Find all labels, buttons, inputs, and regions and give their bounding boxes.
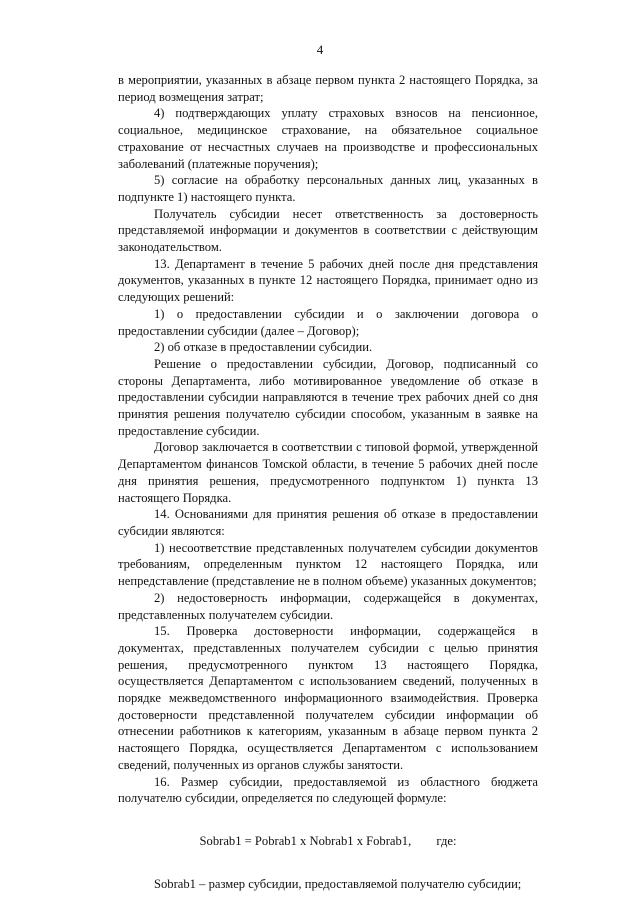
formula-expression: Sobrab1 = Pobrab1 x Nobrab1 x Fobrab1, xyxy=(199,833,412,848)
paragraph: 2) недостоверность информации, содержащейся в документах, представленных получателем субсидии. xyxy=(118,590,538,622)
page-number: 4 xyxy=(316,42,324,57)
paragraph-list xyxy=(118,72,538,807)
paragraph: Решение о предоставлении субсидии, Договор, подписанный со стороны Департамента, либо мотивированное уведомление об отказе в предоставлении субсидии направляются в течение трех рабочих дней со дня принятия решения получателю субсидии способом, указанным в заявке на предоставление субсидии. xyxy=(118,356,538,438)
paragraph: в мероприятии, указанных в абзаце первом пункта 2 настоящего Порядка, за период возмещения затрат; xyxy=(118,73,538,104)
paragraph: 1) несоответствие представленных получателем субсидии документов требованиям, определенным пунктом 12 настоящего Порядка, или непредставление (представление не в полном объеме) указанных документов; xyxy=(118,540,538,589)
formula-definition: Sobrab1 – размер субсидии, предоставляемой получателю субсидии; xyxy=(154,876,522,891)
paragraph: 16. Размер субсидии, предоставляемой из областного бюджета получателю субсидии, определяется по следующей формуле: xyxy=(118,774,538,806)
paragraph: 4) подтверждающих уплату страховых взносов на пенсионное, социальное, медицинское страхование, на обязательное социальное страхование от несчастных случаев на производстве и профессиональных заболеваний (платежные поручения); xyxy=(118,106,538,171)
document-body xyxy=(118,72,538,892)
paragraph: 2) об отказе в предоставлении субсидии. xyxy=(154,340,373,355)
paragraph: Получатель субсидии несет ответственность за достоверность представляемой информации и документов в соответствии с действующим законодательством. xyxy=(118,206,538,255)
formula-where: где: xyxy=(436,833,457,848)
paragraph: Договор заключается в соответствии с типовой формой, утвержденной Департаментом финансов Томской области, в течение 5 рабочих дней после дня принятия решения, предусмотренного подпунктом 1) пункта 13 настоящего Порядка. xyxy=(118,440,538,505)
paragraph: 1) о предоставлении субсидии и о заключении договора о предоставлении субсидии (далее – Договор); xyxy=(118,306,538,338)
paragraph: 5) согласие на обработку персональных данных лиц, указанных в подпункте 1) настоящего пункта. xyxy=(118,173,538,204)
paragraph: 14. Основаниями для принятия решения об отказе в предоставлении субсидии являются: xyxy=(118,507,538,538)
formula-line xyxy=(118,833,538,850)
paragraph: 13. Департамент в течение 5 рабочих дней после дня представления документов, указанных в пункте 12 настоящего Порядка, принимает одно из следующих решений: xyxy=(118,256,538,305)
paragraph: 15. Проверка достоверности информации, содержащейся в документах, представленных получателем субсидии с целью принятия решения, предусмотренного пунктом 13 настоящего Порядка, осуществляется Департаментом с использованием сведений, полученных в порядке межведомственного информационного взаимодействия. Проверка достоверности представленной получателем субсидии информации об отнесении работников к категориям, указанным в абзаце первом пункта 2 настоящего Порядка, осуществляется Департаментом с использованием сведений, полученных из органов службы занятости. xyxy=(118,624,538,772)
